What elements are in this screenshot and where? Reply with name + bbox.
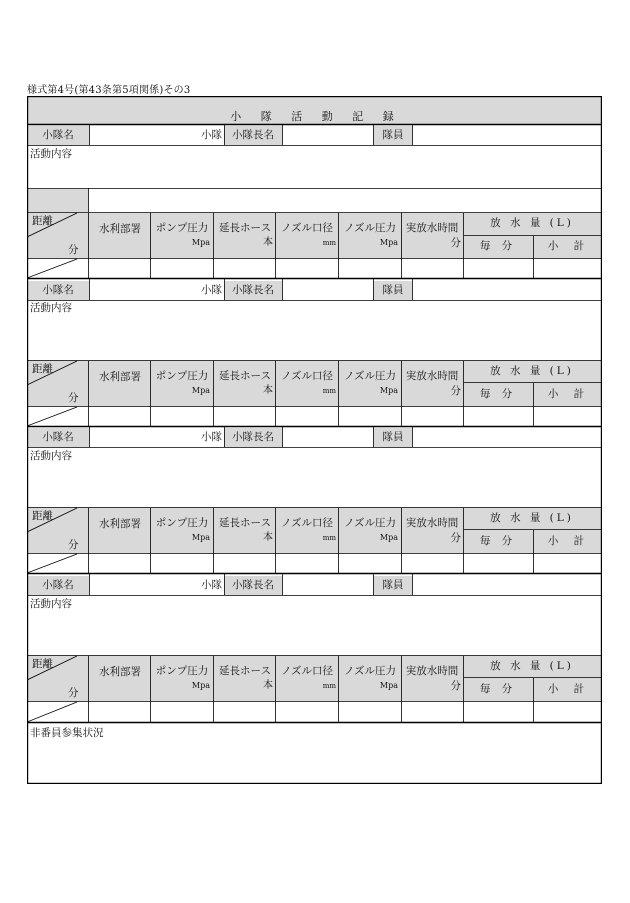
per-minute-label: 毎 分 (479, 535, 517, 547)
unit-hon: 本 (263, 680, 273, 691)
activity-label: 活動内容 (30, 302, 72, 314)
col-discharge-time: 実放水時間 (405, 665, 459, 677)
minute-label: 分 (68, 539, 79, 551)
unit-mpa-2: Mpa (379, 681, 398, 690)
unit-mm: mm (322, 387, 336, 395)
col-nozzle-diameter: ノズル口径 (280, 370, 334, 382)
member-label: 隊員 (382, 284, 404, 296)
distance-label: 距離 (32, 658, 53, 670)
subtotal-label: 小 計 (547, 240, 591, 252)
col-nozzle-diameter: ノズル口径 (280, 222, 334, 234)
distance-label: 距離 (32, 363, 53, 375)
unit-mpa: Mpa (191, 386, 210, 395)
discharge-header: 放 水 量 (L) (490, 217, 574, 229)
member-label: 隊員 (382, 579, 404, 591)
leader-label: 小隊長名 (232, 579, 274, 591)
col-pump-pressure: ポンプ圧力 (155, 665, 209, 677)
col-water-source: 水利部署 (99, 371, 141, 383)
per-minute-label: 毎 分 (479, 683, 517, 695)
form-number-caption: 様式第4号(第43条第5項関係)その3 (27, 85, 191, 96)
distance-label: 距離 (32, 215, 53, 227)
unit-hon: 本 (263, 385, 273, 396)
col-hose-length: 延長ホース (219, 370, 271, 382)
off-duty-assembly-label: 非番員参集状況 (30, 727, 104, 739)
leader-label: 小隊長名 (232, 129, 274, 141)
unit-minutes: 分 (450, 237, 461, 249)
col-nozzle-diameter: ノズル口径 (280, 517, 334, 529)
subtotal-label: 小 計 (547, 388, 591, 400)
col-discharge-time: 実放水時間 (405, 222, 459, 234)
unit-minutes: 分 (450, 385, 461, 397)
unit-hon: 本 (263, 237, 273, 248)
unit-mpa: Mpa (191, 238, 210, 247)
unit-suffix: 小隊 (201, 284, 222, 296)
unit-mpa: Mpa (191, 533, 210, 542)
unit-mpa: Mpa (191, 681, 210, 690)
member-label: 隊員 (382, 431, 404, 443)
distance-label: 距離 (32, 510, 53, 522)
per-minute-label: 毎 分 (479, 240, 517, 252)
leader-label: 小隊長名 (232, 431, 274, 443)
col-nozzle-diameter: ノズル口径 (280, 665, 334, 677)
col-pump-pressure: ポンプ圧力 (155, 370, 209, 382)
unit-name-label: 小隊名 (42, 579, 74, 591)
activity-label: 活動内容 (30, 598, 72, 610)
discharge-header: 放 水 量 (L) (490, 365, 574, 377)
col-nozzle-pressure: ノズル圧力 (343, 222, 397, 234)
member-label: 隊員 (382, 129, 404, 141)
col-discharge-time: 実放水時間 (405, 370, 459, 382)
discharge-header: 放 水 量 (L) (490, 512, 574, 524)
col-pump-pressure: ポンプ圧力 (155, 517, 209, 529)
minute-label: 分 (68, 392, 79, 404)
col-water-source: 水利部署 (99, 223, 141, 235)
activity-label: 活動内容 (30, 148, 72, 160)
unit-mpa-2: Mpa (379, 386, 398, 395)
unit-name-label: 小隊名 (42, 284, 74, 296)
unit-suffix: 小隊 (201, 129, 222, 141)
unit-hon: 本 (263, 532, 273, 543)
col-water-source: 水利部署 (99, 666, 141, 678)
unit-mpa-2: Mpa (379, 238, 398, 247)
per-minute-label: 毎 分 (479, 388, 517, 400)
unit-activity-record-form (27, 96, 602, 784)
unit-mm: mm (322, 682, 336, 690)
minute-label: 分 (68, 244, 79, 256)
col-nozzle-pressure: ノズル圧力 (343, 665, 397, 677)
col-pump-pressure: ポンプ圧力 (155, 222, 209, 234)
col-hose-length: 延長ホース (219, 665, 271, 677)
unit-minutes: 分 (450, 532, 461, 544)
col-hose-length: 延長ホース (219, 517, 271, 529)
form-grid (27, 96, 602, 784)
col-nozzle-pressure: ノズル圧力 (343, 517, 397, 529)
subtotal-label: 小 計 (547, 535, 591, 547)
activity-label: 活動内容 (30, 450, 72, 462)
unit-suffix: 小隊 (201, 431, 222, 443)
unit-name-label: 小隊名 (42, 431, 74, 443)
unit-mm: mm (322, 534, 336, 542)
unit-mpa-2: Mpa (379, 533, 398, 542)
col-nozzle-pressure: ノズル圧力 (343, 370, 397, 382)
minute-label: 分 (68, 687, 79, 699)
col-water-source: 水利部署 (99, 518, 141, 530)
unit-mm: mm (322, 239, 336, 247)
unit-minutes: 分 (450, 680, 461, 692)
leader-label: 小隊長名 (232, 284, 274, 296)
discharge-header: 放 水 量 (L) (490, 660, 574, 672)
col-hose-length: 延長ホース (219, 222, 271, 234)
form-title: 小 隊 活 動 記 録 (230, 110, 402, 123)
unit-name-label: 小隊名 (42, 129, 74, 141)
subtotal-label: 小 計 (547, 683, 591, 695)
col-discharge-time: 実放水時間 (405, 517, 459, 529)
unit-suffix: 小隊 (201, 579, 222, 591)
